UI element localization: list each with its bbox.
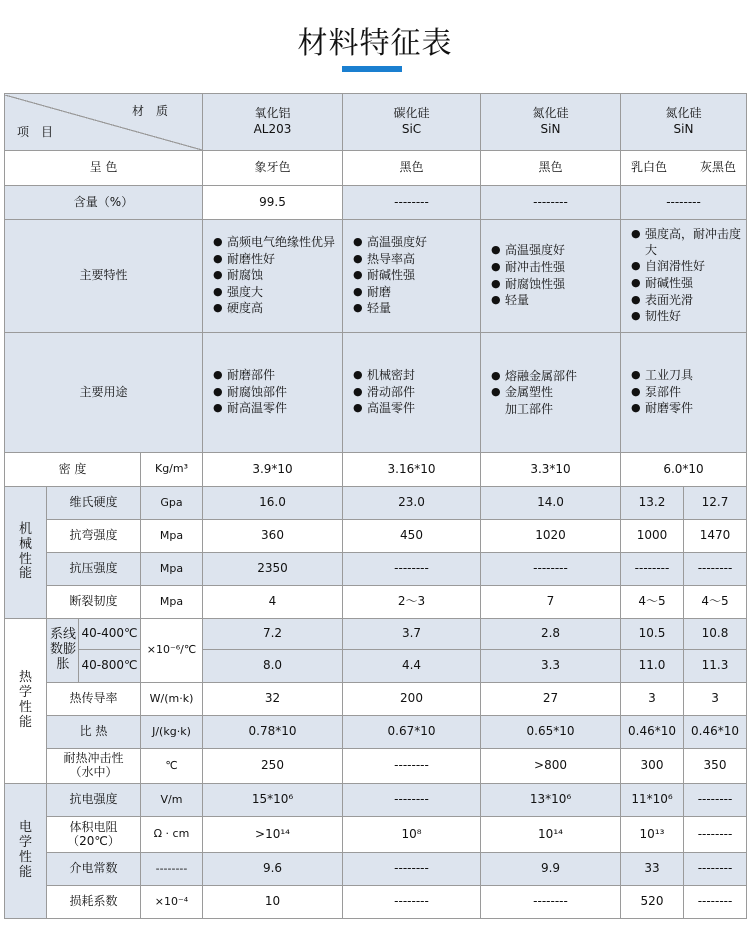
header-material-sin: 氮化硅 SiN [481,94,621,151]
row-fracture-toughness [5,586,747,619]
row-label: 密 度 [5,453,141,487]
cell: 1470 [684,520,747,553]
cell: 11*10⁶ [621,784,684,817]
cell: 2～3 [343,586,481,619]
row-label: 断裂韧度 [47,586,141,619]
list-item: ● 耐腐蚀部件 [213,385,340,401]
list-item: ● 工业刀具 [631,368,744,384]
list-item: ● 轻量 [353,301,478,317]
cell: 23.0 [343,487,481,520]
cell: 10⁸ [343,817,481,853]
list-item: ● 高温强度好 [353,235,478,251]
cell: 0.78*10 [203,716,343,749]
list-item: ● 强度大 [213,285,340,301]
row-label: 损耗系数 [47,886,141,919]
cell: 4 [203,586,343,619]
cell-properties-sin [481,220,621,333]
cell: -------- [621,186,747,220]
unit: ×10⁻⁴ [141,886,203,919]
cell: 33 [621,853,684,886]
row-label: 介电常数 [47,853,141,886]
cell: 4～5 [621,586,684,619]
row-dielectric-constant [5,853,747,886]
cell: 10¹⁴ [481,817,621,853]
list-item: ● 耐磨零件 [631,401,744,417]
row-dielectric-strength [5,784,747,817]
row-label: 维氏硬度 [47,487,141,520]
cell-color-sin2: 乳白色 灰黑色 [621,151,747,186]
row-expansion-400 [5,619,747,650]
cell: -------- [684,886,747,919]
header-item-label: 项目 [17,124,66,139]
list-item: ● 熔融金属部件 [491,369,618,385]
cell: 10 [203,886,343,919]
cell: 3.3 [481,650,621,683]
row-content [5,186,747,220]
cell: 300 [621,749,684,784]
list-item: ● 韧性好 [631,309,744,325]
cell: -------- [343,853,481,886]
cell-properties-sic [343,220,481,333]
cell: -------- [684,817,747,853]
unit: Mpa [141,586,203,619]
cell: 13*10⁶ [481,784,621,817]
cell: -------- [621,553,684,586]
cell: 99.5 [203,186,343,220]
row-label: 呈 色 [5,151,203,186]
cell: 12.7 [684,487,747,520]
cell: 3.16*10 [343,453,481,487]
unit: -------- [141,853,203,886]
cell: 16.0 [203,487,343,520]
cell: 0.46*10 [621,716,684,749]
header-material-sin-2: 氮化硅 SiN [621,94,747,151]
list-item: ● 滑动部件 [353,385,478,401]
cell: 1020 [481,520,621,553]
header-corner [5,94,203,151]
cell: 14.0 [481,487,621,520]
cell: 0.46*10 [684,716,747,749]
row-specific-heat [5,716,747,749]
header-material-al2o3: 氧化铝 AL203 [203,94,343,151]
row-label: 热传导率 [47,683,141,716]
row-label: 抗压强度 [47,553,141,586]
list-item: ● 耐碱性强 [353,268,478,284]
row-density [5,453,747,487]
cell: 0.67*10 [343,716,481,749]
list-item: ● 表面光滑 [631,293,744,309]
cell-properties-al [203,220,343,333]
list-item: ● 硬度高 [213,301,340,317]
row-label: 耐热冲击性 （水中） [47,749,141,784]
list-item: ● 耐腐蚀性强 [491,277,618,293]
list-item: ● 热导率高 [353,252,478,268]
cell: 350 [684,749,747,784]
cell: 黑色 [343,151,481,186]
cell: 黑色 [481,151,621,186]
cell: 9.9 [481,853,621,886]
cell: -------- [343,886,481,919]
cell: -------- [343,186,481,220]
unit: Mpa [141,520,203,553]
material-spec-table [4,93,747,919]
header-material-sic: 碳化硅 SiC [343,94,481,151]
cell: 3 [621,683,684,716]
cell: 200 [343,683,481,716]
unit: J/(kg·k) [141,716,203,749]
cell: 250 [203,749,343,784]
row-loss-factor [5,886,747,919]
cell: 520 [621,886,684,919]
cell: 象牙色 [203,151,343,186]
row-label: 主要用途 [5,333,203,453]
list-item: ● 耐碱性强 [631,276,744,292]
cell: 4.4 [343,650,481,683]
row-thermal-conductivity [5,683,747,716]
cell: 7.2 [203,619,343,650]
unit: Ω · cm [141,817,203,853]
list-item: ● 自润滑性好 [631,259,744,275]
list-item: ● 耐磨部件 [213,368,340,384]
row-properties [5,220,747,333]
cell-uses-al [203,333,343,453]
cell-uses-sin2 [621,333,747,453]
page-title: 材料特征表 [297,26,453,61]
cell: 27 [481,683,621,716]
row-color [5,151,747,186]
cell: 10.5 [621,619,684,650]
list-item: ● 耐高温零件 [213,401,340,417]
cell: >800 [481,749,621,784]
cell: 10¹³ [621,817,684,853]
cell: 3 [684,683,747,716]
cell: -------- [343,784,481,817]
row-expansion-800 [5,650,747,683]
cell: 4～5 [684,586,747,619]
range-label: 40-800℃ [79,650,141,683]
cell-uses-sic [343,333,481,453]
cell: -------- [481,186,621,220]
title-underline [342,66,402,72]
row-label: 抗弯强度 [47,520,141,553]
list-item: ● 金属塑性 [491,385,618,401]
cell: 1000 [621,520,684,553]
cell: 0.65*10 [481,716,621,749]
header-material-label: 材质 [131,103,180,118]
list-item: ● 耐冲击性强 [491,260,618,276]
cell: -------- [343,553,481,586]
expansion-label: 系线数膨胀 [47,619,79,683]
cell: 15*10⁶ [203,784,343,817]
cell: 8.0 [203,650,343,683]
cell-properties-sin2 [621,220,747,333]
row-volume-resistivity [5,817,747,853]
unit: W/(m·k) [141,683,203,716]
row-label: 比 热 [47,716,141,749]
cell-uses-sin [481,333,621,453]
unit: ×10⁻⁶/℃ [141,619,203,683]
cell: 7 [481,586,621,619]
row-label: 主要特性 [5,220,203,333]
unit: ℃ [141,749,203,784]
list-item: ● 耐磨 [353,285,478,301]
cell: 450 [343,520,481,553]
cell: 2350 [203,553,343,586]
group-mechanical: 机械性能 [5,487,47,619]
cell: 3.7 [343,619,481,650]
list-item: ● 高温零件 [353,401,478,417]
list-item: ● 耐磨性好 [213,252,340,268]
unit: V/m [141,784,203,817]
cell: 360 [203,520,343,553]
row-uses [5,333,747,453]
cell: -------- [684,784,747,817]
row-label: 含量（%） [5,186,203,220]
cell: -------- [481,886,621,919]
row-label: 体积电阻 （20℃） [47,817,141,853]
cell: 32 [203,683,343,716]
row-flexural-strength [5,520,747,553]
unit: Mpa [141,553,203,586]
list-item: ● 耐腐蚀 [213,268,340,284]
unit: Kg/m³ [141,453,203,487]
group-electrical: 电学性能 [5,784,47,919]
cell: 11.0 [621,650,684,683]
cell: 13.2 [621,487,684,520]
cell: -------- [684,853,747,886]
range-label: 40-400℃ [79,619,141,650]
cell: 10.8 [684,619,747,650]
list-item: ● 机械密封 [353,368,478,384]
list-item: ● 强度高，耐冲击度大 [631,227,744,258]
cell: 9.6 [203,853,343,886]
cell: 3.9*10 [203,453,343,487]
row-label: 抗电强度 [47,784,141,817]
row-thermal-shock [5,749,747,784]
cell: -------- [343,749,481,784]
cell: 11.3 [684,650,747,683]
list-item: ● 轻量 [491,293,618,309]
list-item: ● 高温强度好 [491,243,618,259]
cell: 2.8 [481,619,621,650]
row-compressive-strength [5,553,747,586]
row-hardness [5,487,747,520]
list-item: ● 泵部件 [631,385,744,401]
list-item: ● 高频电气绝缘性优异 [213,235,340,251]
cell: 3.3*10 [481,453,621,487]
unit: Gpa [141,487,203,520]
list-item-continuation: 加工部件 [505,401,554,416]
cell: >10¹⁴ [203,817,343,853]
group-thermal: 热学性能 [5,619,47,784]
cell: -------- [684,553,747,586]
cell: 6.0*10 [621,453,747,487]
cell: -------- [481,553,621,586]
